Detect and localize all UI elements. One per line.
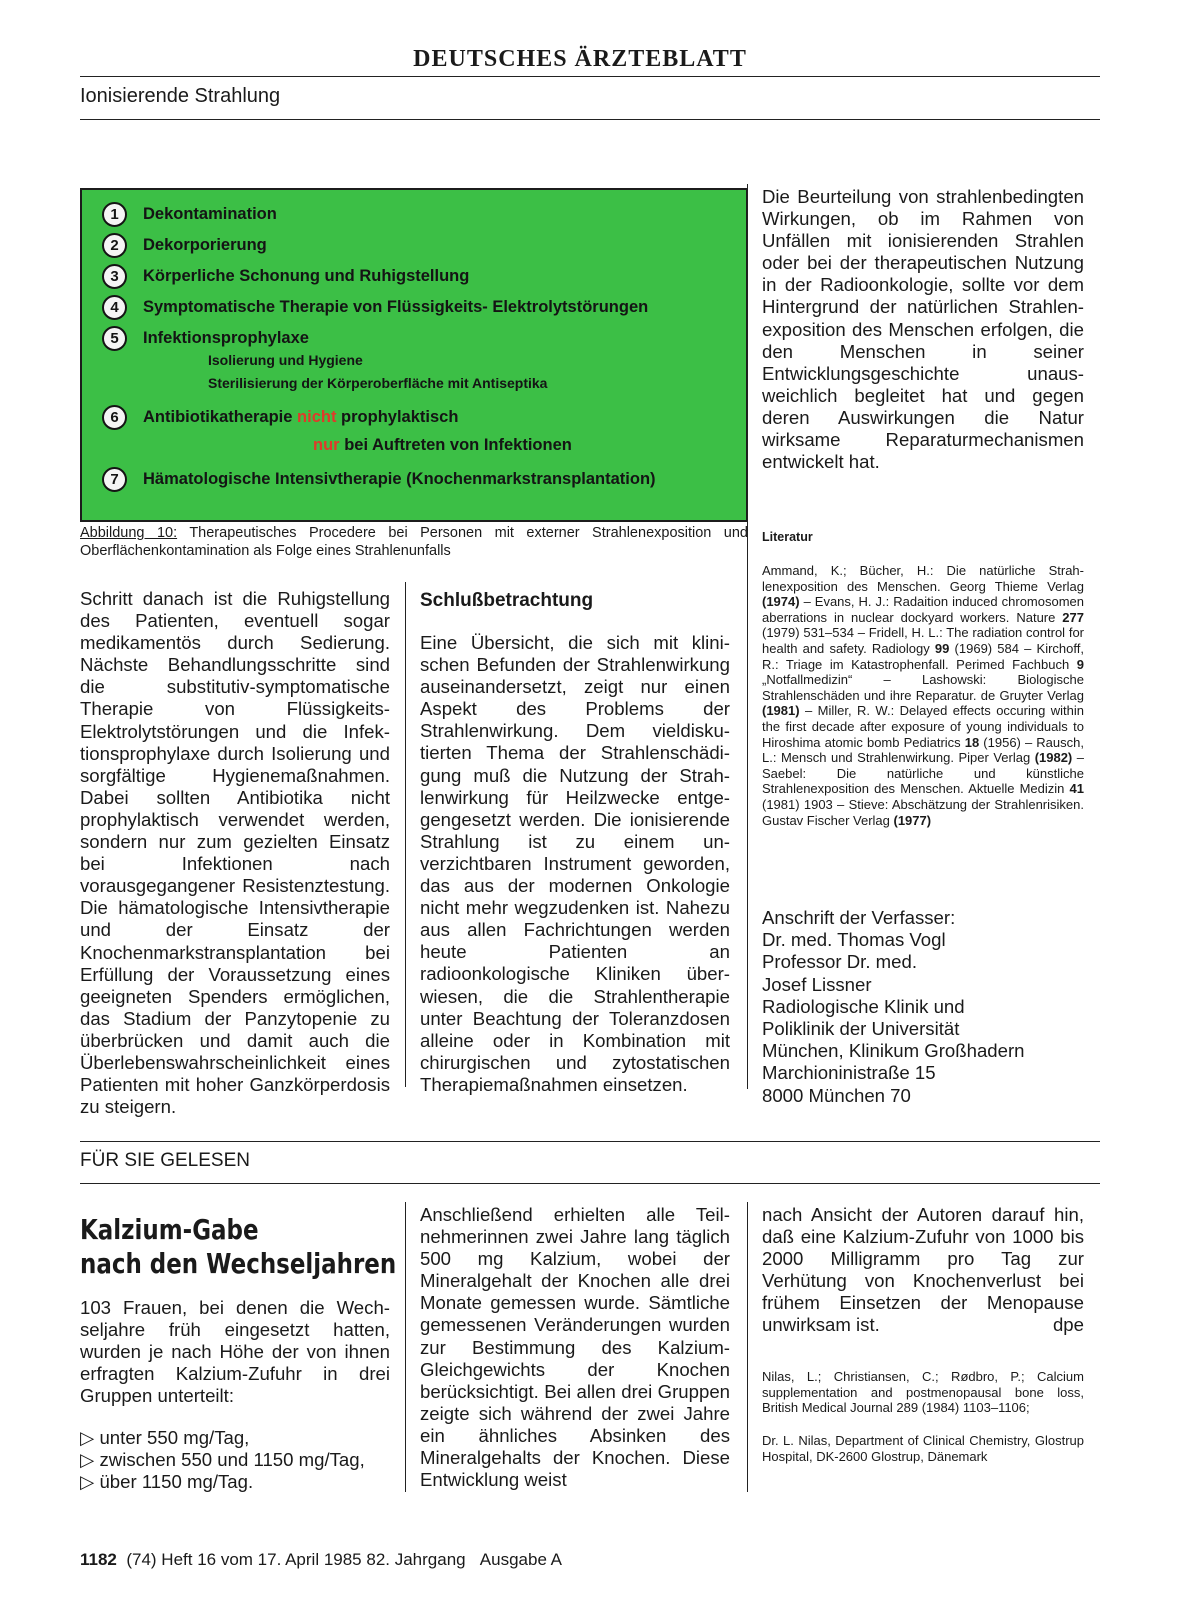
headline-line: Kalzium-Gabe — [80, 1213, 259, 1246]
reference-bold-segment: 18 — [964, 734, 980, 750]
author-tag: dpe — [1052, 1314, 1084, 1336]
reference-segment: Ammand, K.; Bücher, H.: Die natürliche Strahlenexposition des Menschen. Georg Thieme Verlag — [762, 563, 1084, 594]
figure-item-text: Symptomatische Therapie von Flüssigkeits- Elektrolytstörungen — [143, 298, 649, 316]
address-line: 8000 München 70 — [762, 1084, 911, 1106]
page-footer — [80, 1550, 562, 1570]
figure-caption — [80, 524, 748, 560]
author-address — [762, 907, 1025, 1107]
reference-segment: „Notfallmedizin“ – Lashowski: Biologische Strahlenschäden und ihre Reparatur. de Gruyter Verlag — [762, 672, 1084, 703]
section-rule-top — [80, 1141, 1100, 1142]
section-label: Ionisierende Strahlung — [80, 85, 281, 107]
literature-references — [762, 563, 1084, 828]
step-number-icon: 6 — [102, 405, 127, 430]
figure-item-text: Dekorporierung — [143, 236, 267, 254]
article1-col1: Schritt danach ist die Ruhigstellung des Patienten, eventuell sogar medikamentös durch Sedierung. Nächste Behandlungsschritte sind die substitutiv-symptomatische Therapie von Flüssigkeits-Elektrolytstörungen und die Infektionsprophylaxe durch Isolierung und sorgfältige Hygienemaßnahmen. Dabei sollten Antibiotika nicht prophylaktisch verwendet werden, sondern nur zum gezielten Einsatz bei Infektionen nach vorausgegangener Resistenztestung. Die hämatologische Intensivtherapie und der Einsatz der Knochenmarkstransplantation bei Erfüllung der Voraussetzung eines geeigneten Spenders ermöglichen, das Stadium der Panzytopenie zu überbrücken und damit auch die Überlebenswahrscheinlichkeit eines Patienten mit hoher Ganzkörperdosis zu steigern. — [80, 588, 390, 1118]
figure-item-text: Körperliche Schonung und Ruhigstellung — [143, 267, 470, 285]
address-line: München, Klinikum Großhadern — [762, 1040, 1025, 1062]
reference-segment: – Miller, R. W.: Delayed effects occuring within the first decade after exposure of young individuals to Hiroshima atomic bomb Pediatrics — [762, 703, 1084, 750]
reference-segment: (1956) – Rausch, L.: Mensch und Strahlenwirkung. Piper Verlag — [762, 734, 1084, 766]
article2-col1: 103 Frauen, bei denen die Wechseljahre früh eingesetzt hatten, wurden je nach Höhe der von ihnen erfragten Kalzium-Zufuhr in drei Gruppen unterteilt: — [80, 1297, 390, 1407]
column-divider — [405, 582, 406, 1087]
section-label-fuer-sie-gelesen: FÜR SIE GELESEN — [80, 1150, 250, 1171]
masthead: DEUTSCHES ÄRZTEBLATT — [413, 46, 747, 72]
intake-list — [80, 1427, 365, 1494]
subheading: Schlußbetrachtung — [420, 590, 594, 611]
reference-bold-segment: 277 — [1062, 609, 1084, 625]
figure-item-3 — [102, 264, 469, 289]
article2-col3 — [762, 1204, 1084, 1337]
reference-segment: – Saebel: Die natürliche und künstliche Strahlenexposition des Menschen. Aktuelle Medizin — [762, 750, 1084, 797]
list-item: ▷ zwischen 550 und 1150 mg/Tag, — [80, 1449, 365, 1471]
figure-item-text: Infektionsprophylaxe — [143, 329, 309, 347]
figure-item-6-continuation — [313, 436, 572, 455]
article2-reference: Nilas, L.; Christiansen, C.; Rødbro, P.; Calcium supplementation and postmenopausal bone loss, British Medical Journal 289 (1984) 1103–1106; — [762, 1369, 1084, 1416]
highlight-word: nur — [313, 436, 340, 454]
reference-bold-segment: (1974) — [762, 594, 800, 610]
figure-item-7 — [102, 467, 656, 492]
article1-col2: Eine Übersicht, die sich mit klinischen Befunden der Strahlenwirkung auseinandersetzt, zeigt nur einen Aspekt des Problems der Strahlenwirkung. Dem vieldiskutierten Thema der Strahlenschädigung muß die Nutzung der Strahlenwirkung für Heilzwecke entgegengesetzt werden. Die ionisierende Strahlung ist zu einem unverzichtbaren Instrument geworden, das aus der modernen Onkologie nicht mehr wegzudenken ist. Nahezu aus allen Fachrichtungen werden heute Patienten an radioonkologische Kliniken überwiesen, die die Strahlentherapie unter Beachtung der Toleranzdosen alleine oder in Kombination mit chirurgischen und zytostatischen Therapiemaßnahmen einsetzen. — [420, 632, 730, 1095]
address-line: Josef Lissner — [762, 973, 872, 995]
edition-info: Ausgabe A — [479, 1550, 563, 1569]
figure-item-text: prophylaktisch — [341, 408, 459, 426]
step-number-icon: 7 — [102, 467, 127, 492]
issue-info: (74) Heft 16 vom 17. April 1985 82. Jahrgang — [126, 1550, 466, 1569]
headline-line: nach den Wechseljahren — [80, 1247, 397, 1280]
caption-label: Abbildung 10: — [80, 525, 178, 541]
section-rule-bottom — [80, 1183, 1100, 1184]
literature-heading: Literatur — [762, 530, 813, 544]
figure-item-4 — [102, 295, 648, 320]
step-number-icon: 5 — [102, 326, 127, 351]
figure-item-text: Antibiotikatherapie — [143, 408, 293, 426]
reference-bold-segment: 41 — [1069, 781, 1084, 797]
column-divider — [747, 184, 748, 1089]
reference-bold-segment: 9 — [1076, 656, 1084, 672]
column-divider — [747, 1202, 748, 1492]
figure-item-text: Dekontamination — [143, 205, 277, 223]
article1-col3: Die Beurteilung von strahlenbedingten Wirkungen, ob im Rahmen von Unfällen mit ionisierenden Strahlen oder bei der therapeutischen Nutzung in der Radioonkologie, sollte vor dem Hintergrund der natürlichen Strahlenexposition des Menschen erfolgen, die den Menschen in seiner Entwicklungsgeschichte unausweichlich begleitet hat und gegen deren Auswirkungen die Natur wirksame Reparaturmechanismen entwickelt hat. — [762, 186, 1084, 473]
header-rule-bottom — [80, 119, 1100, 120]
reference-segment: (1969) 584 – Kirchoff, R.: Triage im Katastrophenfall. Perimed Fachbuch — [762, 640, 1084, 672]
figure-sub-item: Sterilisierung der Körperoberfläche mit Antiseptika — [208, 375, 548, 391]
article2-affiliation: Dr. L. Nilas, Department of Clinical Chemistry, Glostrup Hospital, DK-2600 Glostrup, Dänemark — [762, 1433, 1084, 1464]
figure-item-6 — [102, 405, 458, 430]
page-number: 1182 — [80, 1550, 117, 1569]
address-line: Marchioninistraße 15 — [762, 1062, 936, 1084]
article2-headline — [80, 1213, 396, 1281]
reference-segment: (1979) 531–534 – Fridell, H. L.: The radiation control for health and safety. Radiology — [762, 625, 1084, 656]
column-divider — [405, 1202, 406, 1492]
address-line: Professor Dr. med. — [762, 951, 917, 973]
article2-col3-text: nach Ansicht der Autoren darauf hin, daß eine Kalzium-Zufuhr von 1000 bis 2000 Milligramm pro Tag zur Verhütung von Knochenverlust bei frühem Einsetzen der Menopause unwirksam ist. — [762, 1204, 1084, 1336]
reference-segment: – Evans, H. J.: Radaition induced chromosomen aberrations in nuclear dockyard workers. Nature — [762, 594, 1084, 625]
header-rule-top — [80, 76, 1100, 77]
step-number-icon: 1 — [102, 202, 127, 227]
step-number-icon: 2 — [102, 233, 127, 258]
address-line: Radiologische Klinik und — [762, 995, 965, 1017]
figure-sub-item: Isolierung und Hygiene — [208, 352, 363, 368]
figure-item-2 — [102, 233, 267, 258]
address-line: Poliklinik der Universität — [762, 1018, 960, 1040]
address-line: Anschrift der Verfasser: — [762, 907, 956, 928]
reference-segment: (1981) 1903 – Stieve: Abschätzung der Strahlenrisiken. Gustav Fischer Verlag — [762, 796, 1084, 828]
figure-item-text: Hämatologische Intensivtherapie (Knochenmarkstransplantation) — [143, 470, 656, 488]
list-item: ▷ unter 550 mg/Tag, — [80, 1427, 250, 1448]
list-item: ▷ über 1150 mg/Tag. — [80, 1471, 254, 1493]
reference-bold-segment: (1982) — [1034, 750, 1073, 766]
figure-item-5 — [102, 326, 309, 351]
figure-item-text: bei Auftreten von Infektionen — [344, 436, 572, 454]
step-number-icon: 4 — [102, 295, 127, 320]
highlight-word: nicht — [297, 408, 337, 426]
figure-10 — [80, 188, 748, 522]
caption-text: Therapeutisches Procedere bei Personen mit externer Strahlenexposition und Oberflächenkontamination als Folge eines Strahlenunfalls — [80, 525, 748, 559]
reference-bold-segment: (1977) — [893, 812, 932, 828]
article2-col2: Anschließend erhielten alle Teilnehmerinnen zwei Jahre lang täglich 500 mg Kalzium, wobei der Mineralgehalt der Knochen alle drei Monate gemessen wurde. Sämtliche gemessenen Veränderungen wurden zur Bestimmung des Kalzium-Gleichgewichts der Knochen berücksichtigt. Bei allen drei Gruppen zeigte sich während der zwei Jahre ein ähnliches Absinken des Mineralgehalts der Knochen. Diese Entwicklung weist — [420, 1204, 730, 1491]
address-line: Dr. med. Thomas Vogl — [762, 929, 946, 951]
reference-bold-segment: (1981) — [762, 703, 800, 719]
reference-bold-segment: 99 — [934, 640, 950, 656]
step-number-icon: 3 — [102, 264, 127, 289]
figure-item-1 — [102, 202, 277, 227]
